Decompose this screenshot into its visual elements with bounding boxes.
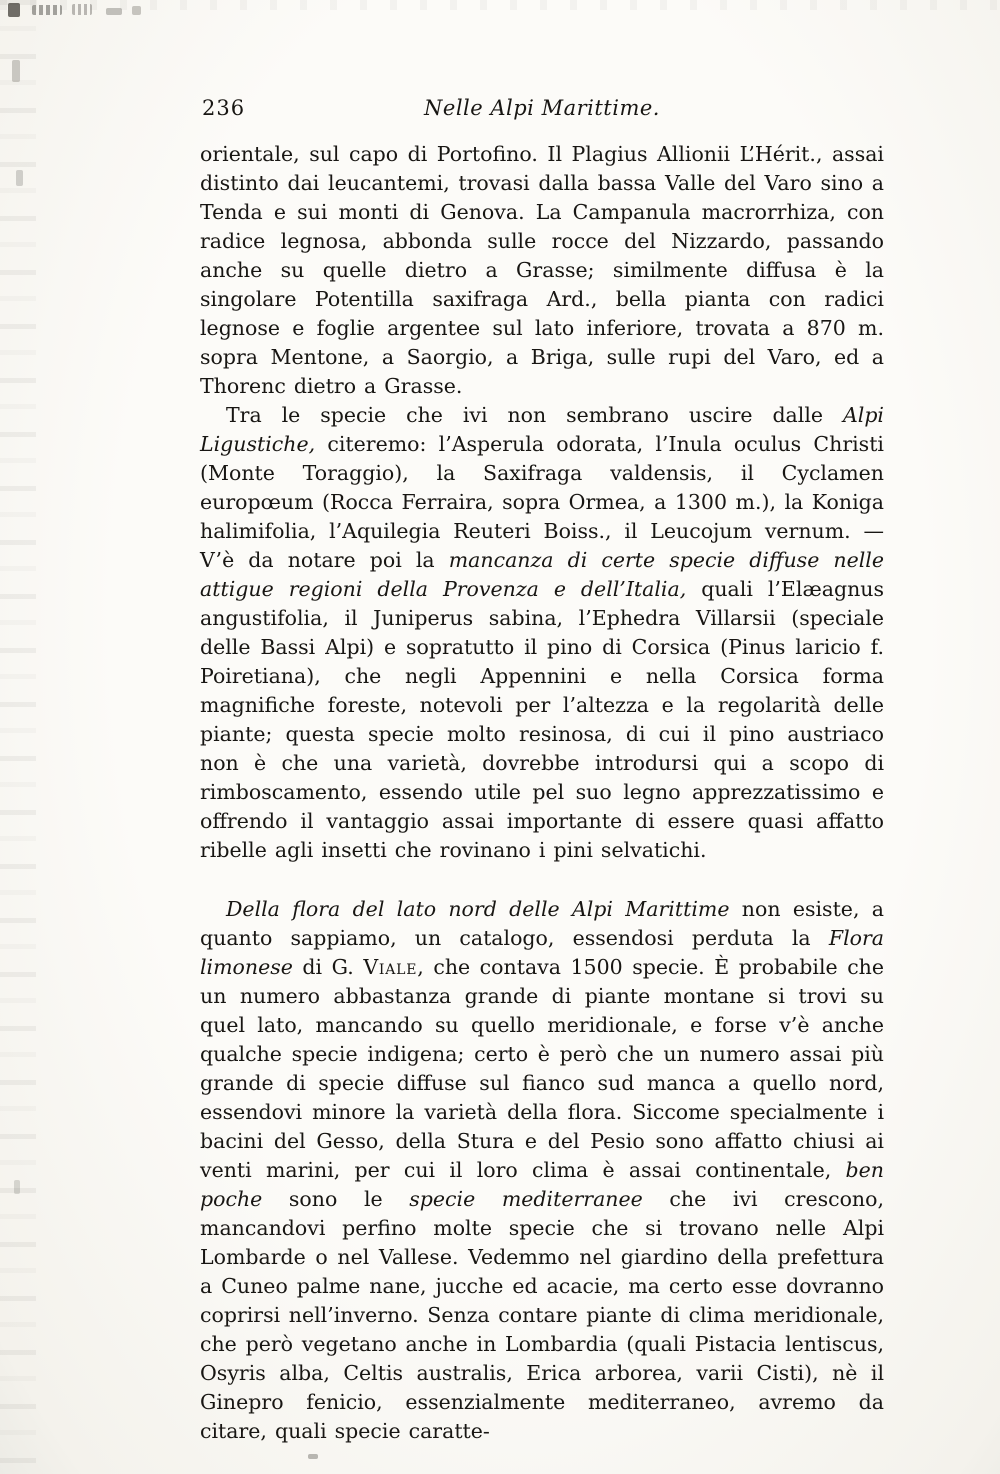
scan-artifact <box>12 60 20 82</box>
paragraph-text-italic: specie mediterranee <box>409 1187 643 1211</box>
paragraph-text-italic: Alpi Ligustiche, <box>200 403 884 456</box>
paragraph <box>200 401 884 865</box>
paragraph-text-italic: mancanza di certe specie diffuse nelle attigue regioni della Provenza e dell’Italia, <box>200 548 884 601</box>
scan-artifact <box>72 4 92 15</box>
paragraph-text: Tra le specie che ivi non sembrano uscire dalle <box>226 403 843 427</box>
paragraph-text: di G. <box>292 955 364 979</box>
text-block <box>200 96 884 1446</box>
paragraph-text: citeremo: l’Asperula odorata, l’Inula oculus Christi (Monte Toraggio), la Saxifraga valdensis, il Cyclamen europœum (Rocca Ferraira, sopra Ormea, a 1300 m.), la Koniga halimifolia, l’Aquilegia Reuteri Boiss., il Leucojum vernum. — V’è da notare poi la <box>200 432 884 572</box>
scan-artifact <box>308 1454 318 1459</box>
page-number: 236 <box>202 96 246 120</box>
scan-artifact <box>14 1180 20 1194</box>
paragraph-text: orientale, sul capo di Portofino. Il Plagius Allionii L’Hérit., assai distinto dai leucantemi, trovasi dalla bassa Valle del Varo sino a Tenda e sui monti di Genova. La Campanula macrorrhiza, con radice legnosa, abbonda sulle rocce del Nizzardo, passando anche su quelle dietro a Grasse; similmente diffusa è la singolare Potentilla saxifraga Ard., bella pianta con radici legnose e foglie argentee sul lato inferiore, trovata a 870 m. sopra Mentone, a Saorgio, a Briga, sulle rupi del Varo, ed a Thorenc dietro a Grasse. <box>200 142 884 398</box>
paragraph-text: che ivi crescono, mancandovi perfino molte specie che si trovano nelle Alpi Lombarde o nel Vallese. Vedemmo nel giardino della prefettura a Cuneo palme nane, jucche ed acacie, ma certo esse dovranno coprirsi nell’inverno. Senza contare piante di clima meridionale, che però vegetano anche in Lombardia (quali Pistacia lentiscus, Osyris alba, Celtis australis, Erica arborea, varii Cisti), nè il Ginepro fenicio, essenzialmente mediterraneo, avremo da citare, quali specie caratte- <box>200 1187 884 1443</box>
scan-artifact <box>32 5 62 15</box>
page-header <box>200 96 884 126</box>
scan-artifact <box>8 3 20 17</box>
paragraph-text: non esiste, a quanto sappiamo, un catalogo, essendosi perduta la <box>200 897 884 950</box>
paragraph-text-italic: Flora limonese <box>200 926 884 979</box>
scan-edge-noise-top <box>0 0 1000 10</box>
paragraph <box>200 895 884 1446</box>
scan-artifact <box>16 170 23 186</box>
paragraph-text: quali l’Elæagnus angustifolia, il Juniperus sabina, l’Ephedra Villarsii (speciale delle Bassi Alpi) e sopratutto il pino di Corsica (Pinus laricio f. Poiretiana), che negli Appennini e nella Corsica forma magnifiche foreste, notevoli per l’altezza e la regolarità delle piante; questa specie molto resinosa, di cui il pino austriaco non è che una varietà, dovrebbe introdursi qui a scopo di rimboscamento, essendo utile pel suo legno apprezzatissimo e offrendo il vantaggio assai importante di essere quasi affatto ribelle agli insetti che rovinano i pini selvatichi. <box>200 577 884 862</box>
paragraph-text: sono le <box>262 1187 410 1211</box>
running-head: Nelle Alpi Marittime. <box>424 96 660 120</box>
paragraph-text-italic: Della flora del lato nord delle Alpi Marittime <box>226 897 730 921</box>
paragraph-continuation <box>200 140 884 401</box>
scan-artifact <box>132 6 141 15</box>
paragraph-text: , che contava 1500 specie. È probabile che un numero abbastanza grande di piante montane si trovi su quel lato, mancando su quello meridionale, e forse v’è anche qualche specie indigena; certo è però che un numero assai più grande di specie diffuse sul fianco sud manca a quello nord, essendovi minore la varietà della flora. Siccome specialmente i bacini del Gesso, della Stura e del Pesio sono affatto chiusi ai venti marini, per cui il loro clima è assai continentale, <box>200 955 885 1182</box>
paragraph-text-smallcaps: Viale <box>363 955 418 979</box>
scan-edge-noise-left <box>0 0 36 1474</box>
paragraph-text-italic: ben poche <box>200 1158 884 1211</box>
scan-artifact <box>106 8 122 15</box>
